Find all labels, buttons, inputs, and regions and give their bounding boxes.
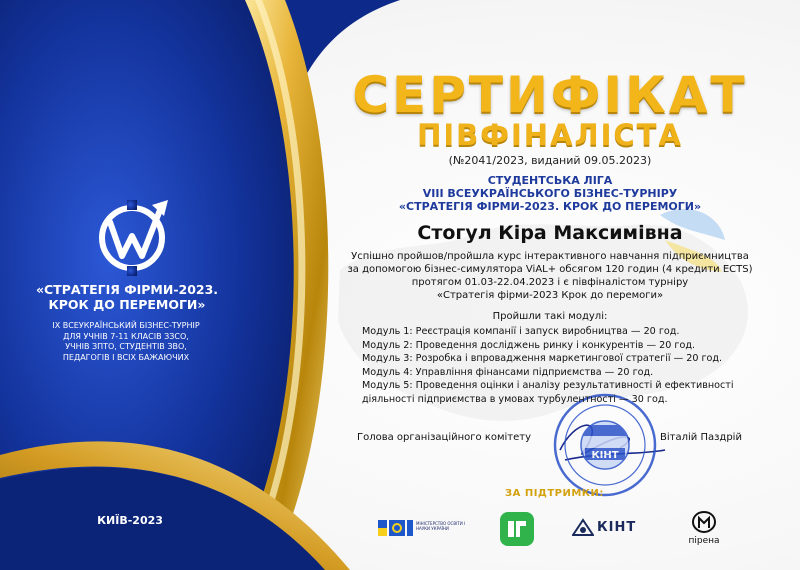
body-line-4: «Стратегія фірми-2023 Крок до перемоги»: [436, 290, 664, 301]
left-sub-line-2: ДЛЯ УЧНІВ 7-11 КЛАСІВ ЗЗСО,: [63, 331, 189, 341]
module-item: Модуль 3: Розробка і впровадження маркетингової стратегії — 20 год.: [362, 353, 723, 365]
module-item: Модуль 4: Управління фінансами підприємства — 20 год.: [362, 366, 654, 378]
body-line-1: Успішно пройшов/пройшла курс інтерактивного навчання підприємництва: [351, 251, 749, 262]
pirena-logo: [684, 510, 724, 546]
left-panel-subtitle: [36, 321, 216, 363]
signatory-name: Віталій Паздрій: [660, 432, 742, 443]
league-block: [300, 174, 800, 213]
body-line-2: за допомогою бізнес-симулятора ViAL+ обсягом 120 годин (4 кредити ECTS): [347, 264, 753, 275]
ministry-logo: [378, 518, 468, 544]
ministry-label: МІНІСТЕРСТВО ОСВІТИ І НАУКИ УКРАЇНИ: [416, 521, 466, 531]
left-panel-title: [22, 282, 232, 312]
support-label: ЗА ПІДТРИМКИ:: [505, 488, 604, 499]
left-sub-line-1: IX ВСЕУКРАЇНСЬКИЙ БІЗНЕС-ТУРНІР: [52, 321, 200, 330]
league-line-1: СТУДЕНТСЬКА ЛІГА: [487, 174, 613, 187]
league-line-2: VIII ВСЕУКРАЇНСЬКОГО БІЗНЕС-ТУРНІРУ: [422, 187, 678, 200]
official-stamp: [555, 395, 655, 495]
league-line-3: «СТРАТЕГІЯ ФІРМИ-2023. КРОК ДО ПЕРЕМОГИ»: [398, 200, 702, 213]
kint-label: КІНТ: [597, 520, 637, 535]
kint-logo: [572, 518, 637, 542]
certificate-subtitle: ПІВФІНАЛІСТА: [417, 118, 683, 152]
pirena-label: пірена: [688, 536, 720, 546]
left-title-line-2: КРОК ДО ПЕРЕМОГИ»: [48, 297, 206, 312]
module-item: Модуль 1: Реєстрація компанії і запуск виробництва — 20 год.: [362, 326, 680, 337]
left-title-line-1: «СТРАТЕГІЯ ФІРМИ-2023.: [35, 282, 219, 297]
left-sub-line-4: ПЕДАГОГІВ І ВСІХ БАЖАЮЧИХ: [62, 352, 190, 362]
certificate-number: (№2041/2023, виданий 09.05.2023): [448, 154, 652, 167]
green-logo-icon: [500, 512, 534, 550]
certificate-title: СЕРТИФІКАТ: [352, 66, 748, 124]
signature-label: Голова організаційного комітету: [357, 432, 532, 443]
body-line-3: протягом 01.03-22.04.2023 і є півфіналістом турніру: [411, 277, 689, 288]
modules-list: [362, 325, 792, 407]
module-item: Модуль 5: Проведення оцінки і аналізу результативності й ефективності: [362, 380, 734, 392]
left-sub-line-3: УЧНІВ ЗПТО, СТУДЕНТІВ ЗВО,: [65, 342, 187, 351]
recipient-name: Стогул Кіра Максимівна: [417, 222, 683, 244]
module-item: діяльності підприємства в умовах турбулентності — 30 год.: [362, 393, 668, 405]
pirena-logo-icon: [691, 510, 717, 534]
certificate-body: [310, 250, 790, 302]
module-item: Модуль 2: Проведення досліджень ринку і конкурентів — 20 год.: [362, 339, 695, 351]
city-year: КИЇВ-2023: [97, 514, 163, 527]
kint-logo-icon: [572, 518, 594, 538]
modules-heading: Пройшли такі модулі:: [492, 311, 608, 322]
svg-text:КІНТ: КІНТ: [591, 450, 619, 461]
